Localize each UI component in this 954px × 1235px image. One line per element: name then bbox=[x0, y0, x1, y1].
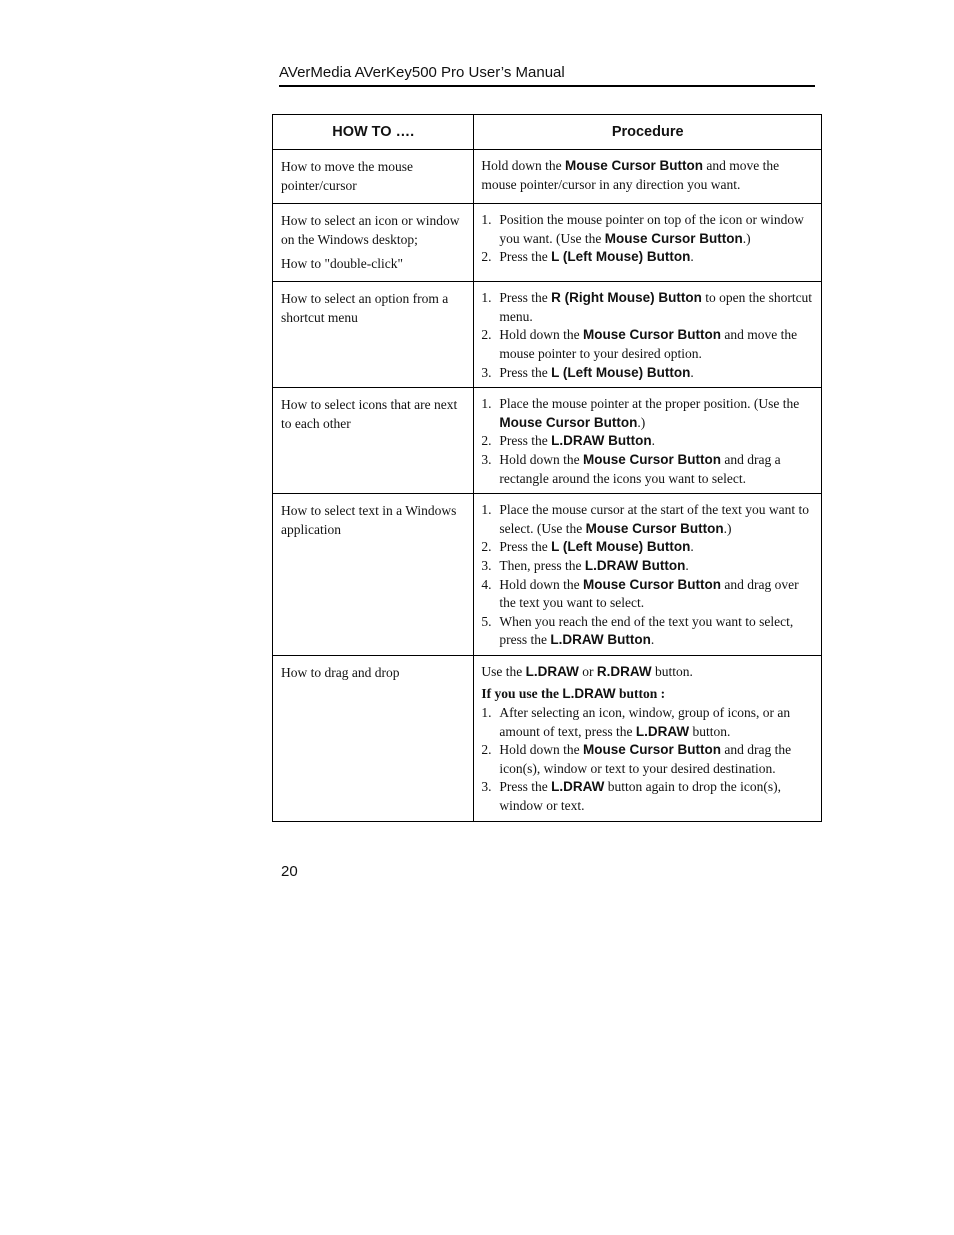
text-segment: . bbox=[651, 433, 655, 449]
procedure-cell bbox=[474, 494, 822, 656]
text-segment: button. bbox=[651, 663, 693, 679]
procedure-intro bbox=[481, 663, 815, 682]
step-text bbox=[499, 613, 815, 650]
text-segment: and drag the icon(s), window or text to your desired destination. bbox=[499, 742, 792, 776]
howto-cell bbox=[273, 494, 474, 656]
step-text bbox=[499, 741, 815, 778]
howto-text: How to select an option from a shortcut menu bbox=[281, 291, 449, 326]
procedure-step bbox=[481, 538, 815, 557]
step-number: 1. bbox=[481, 502, 492, 518]
bold-term: Mouse Cursor Button bbox=[564, 158, 703, 173]
step-text bbox=[499, 778, 815, 815]
bold-term: L.DRAW bbox=[635, 723, 690, 739]
table-row bbox=[273, 150, 822, 204]
procedure-cell bbox=[474, 204, 822, 282]
procedure-step bbox=[481, 576, 815, 613]
step-text bbox=[499, 704, 815, 741]
howto-text: How to select text in a Windows application bbox=[281, 503, 457, 538]
text-segment: Press the bbox=[499, 249, 552, 265]
table-row bbox=[273, 204, 822, 282]
procedure-subheading bbox=[481, 685, 815, 704]
bold-term: L (Left Mouse) Button bbox=[551, 249, 691, 265]
text-segment: Press the bbox=[499, 539, 552, 555]
text-segment: . bbox=[690, 249, 694, 265]
procedure-cell bbox=[474, 282, 822, 388]
table-header-row bbox=[273, 115, 822, 150]
procedure-step bbox=[481, 364, 815, 383]
table-row bbox=[273, 494, 822, 656]
table-row bbox=[273, 655, 822, 821]
howto-text: How to select icons that are next to each other bbox=[281, 397, 458, 432]
procedure-step bbox=[481, 704, 815, 741]
running-header: AVerMedia AVerKey500 Pro User’s Manual bbox=[279, 64, 815, 87]
text-segment: and move the mouse pointer to your desired option. bbox=[499, 327, 798, 361]
step-text bbox=[499, 501, 815, 538]
howto-text: How to select an icon or window on the Windows desktop; bbox=[281, 213, 460, 248]
text-segment: .) bbox=[637, 414, 646, 430]
step-text bbox=[499, 557, 815, 576]
procedure-step bbox=[481, 395, 815, 432]
howto-cell bbox=[273, 388, 474, 494]
bold-term: Mouse Cursor Button bbox=[582, 576, 721, 592]
bold-term: Mouse Cursor Button bbox=[582, 327, 721, 343]
bold-term: Mouse Cursor Button bbox=[604, 230, 743, 246]
step-text bbox=[499, 538, 815, 557]
text-segment: Hold down the bbox=[499, 327, 583, 343]
howto-cell bbox=[273, 204, 474, 282]
step-text bbox=[499, 326, 815, 363]
bold-term: L.DRAW Button bbox=[550, 632, 651, 648]
step-text bbox=[499, 248, 815, 267]
text-segment: Press the bbox=[499, 779, 552, 795]
text-segment: and move the mouse pointer/cursor in any direction you want. bbox=[481, 158, 780, 192]
bold-term: L (Left Mouse) Button bbox=[551, 539, 691, 555]
procedure-steps bbox=[481, 289, 815, 382]
step-number: 1. bbox=[481, 212, 492, 228]
bold-term: Mouse Cursor Button bbox=[499, 414, 638, 430]
procedure-step bbox=[481, 557, 815, 576]
howto-text: How to move the mouse pointer/cursor bbox=[281, 159, 413, 193]
howto-cell bbox=[273, 655, 474, 821]
bold-term: R.DRAW bbox=[596, 663, 652, 679]
procedure-cell bbox=[474, 388, 822, 494]
howto-text: How to "double-click" bbox=[281, 256, 403, 272]
step-number: 3. bbox=[481, 557, 492, 573]
procedure-step bbox=[481, 613, 815, 650]
text-segment: or bbox=[578, 663, 597, 679]
bold-term: L (Left Mouse) Button bbox=[551, 364, 691, 380]
step-text bbox=[499, 451, 815, 488]
text-segment: to open the shortcut menu. bbox=[499, 290, 813, 324]
text-segment: If you use the bbox=[481, 686, 563, 702]
text-segment: and drag over the text you want to select. bbox=[499, 576, 799, 611]
text-segment: . bbox=[690, 364, 694, 380]
step-number: 5. bbox=[481, 613, 492, 629]
bold-term: Mouse Cursor Button bbox=[582, 742, 721, 758]
text-segment: . bbox=[685, 557, 689, 573]
text-segment: Press the bbox=[499, 364, 552, 380]
text-segment: button again to drop the icon(s), window or text. bbox=[499, 779, 781, 814]
step-number: 3. bbox=[481, 779, 492, 795]
text-segment: Use the bbox=[481, 663, 526, 679]
text-segment: Hold down the bbox=[481, 158, 565, 173]
procedure-cell bbox=[474, 655, 822, 821]
text-segment: After selecting an icon, window, group of icons, or an amount of text, press the bbox=[499, 705, 791, 739]
text-segment: Hold down the bbox=[499, 451, 583, 467]
text-segment: Place the mouse pointer at the proper position. (Use the bbox=[499, 396, 800, 412]
procedure-steps bbox=[481, 211, 815, 267]
procedure-step bbox=[481, 451, 815, 488]
text-segment: and drag a rectangle around the icons you want to select. bbox=[499, 451, 781, 486]
text-segment: Position the mouse pointer on top of the icon or window you want. (Use the bbox=[499, 212, 804, 246]
bold-term: L.DRAW Button bbox=[584, 557, 686, 573]
text-segment: Hold down the bbox=[499, 742, 583, 758]
bold-term: L.DRAW bbox=[562, 686, 616, 702]
step-text bbox=[499, 289, 815, 326]
text-segment: Place the mouse cursor at the start of the text you want to select. (Use the bbox=[499, 502, 810, 536]
howto-cell bbox=[273, 282, 474, 388]
column-header-howto: HOW TO …. bbox=[273, 115, 474, 150]
procedure-steps bbox=[481, 501, 815, 650]
procedure-intro bbox=[481, 157, 815, 194]
step-number: 2. bbox=[481, 539, 492, 555]
bold-term: Mouse Cursor Button bbox=[585, 520, 724, 536]
text-segment: Press the bbox=[499, 433, 552, 449]
step-number: 1. bbox=[481, 705, 492, 721]
howto-text: How to drag and drop bbox=[281, 664, 400, 680]
step-text bbox=[499, 432, 815, 451]
text-segment: button : bbox=[615, 686, 666, 702]
procedure-cell bbox=[474, 150, 822, 204]
procedure-step bbox=[481, 432, 815, 451]
step-number: 3. bbox=[481, 364, 492, 380]
bold-term: L.DRAW bbox=[551, 779, 605, 795]
text-segment: .) bbox=[723, 520, 732, 536]
page-number: 20 bbox=[281, 863, 298, 880]
text-segment: Press the bbox=[499, 290, 552, 306]
step-text bbox=[499, 364, 815, 383]
step-number: 2. bbox=[481, 249, 492, 265]
text-segment: . bbox=[690, 539, 694, 555]
step-number: 3. bbox=[481, 451, 492, 467]
column-header-procedure: Procedure bbox=[474, 115, 822, 150]
bold-term: R (Right Mouse) Button bbox=[551, 290, 702, 306]
text-segment: button. bbox=[689, 723, 731, 739]
step-number: 2. bbox=[481, 433, 492, 449]
procedure-step bbox=[481, 326, 815, 363]
procedure-step bbox=[481, 778, 815, 815]
step-text bbox=[499, 211, 815, 248]
step-number: 1. bbox=[481, 396, 492, 412]
bold-term: L.DRAW bbox=[525, 663, 579, 679]
bold-term: L.DRAW Button bbox=[551, 433, 652, 449]
procedure-step bbox=[481, 741, 815, 778]
step-text bbox=[499, 395, 815, 432]
procedure-step bbox=[481, 289, 815, 326]
table-row bbox=[273, 388, 822, 494]
text-segment: .) bbox=[742, 230, 751, 246]
step-number: 2. bbox=[481, 327, 492, 343]
procedure-step bbox=[481, 501, 815, 538]
howto-cell bbox=[273, 150, 474, 204]
step-text bbox=[499, 576, 815, 613]
table-row bbox=[273, 282, 822, 388]
text-segment: Then, press the bbox=[499, 557, 585, 573]
procedure-steps bbox=[481, 395, 815, 488]
step-number: 1. bbox=[481, 290, 492, 306]
text-segment: . bbox=[650, 632, 655, 648]
procedure-steps bbox=[481, 704, 815, 816]
step-number: 2. bbox=[481, 742, 492, 758]
howto-table bbox=[272, 114, 822, 822]
bold-term: Mouse Cursor Button bbox=[582, 451, 721, 467]
text-segment: Hold down the bbox=[499, 576, 583, 592]
procedure-step bbox=[481, 248, 815, 267]
procedure-step bbox=[481, 211, 815, 248]
step-number: 4. bbox=[481, 576, 492, 592]
text-segment: When you reach the end of the text you want to select, press the bbox=[499, 613, 794, 648]
